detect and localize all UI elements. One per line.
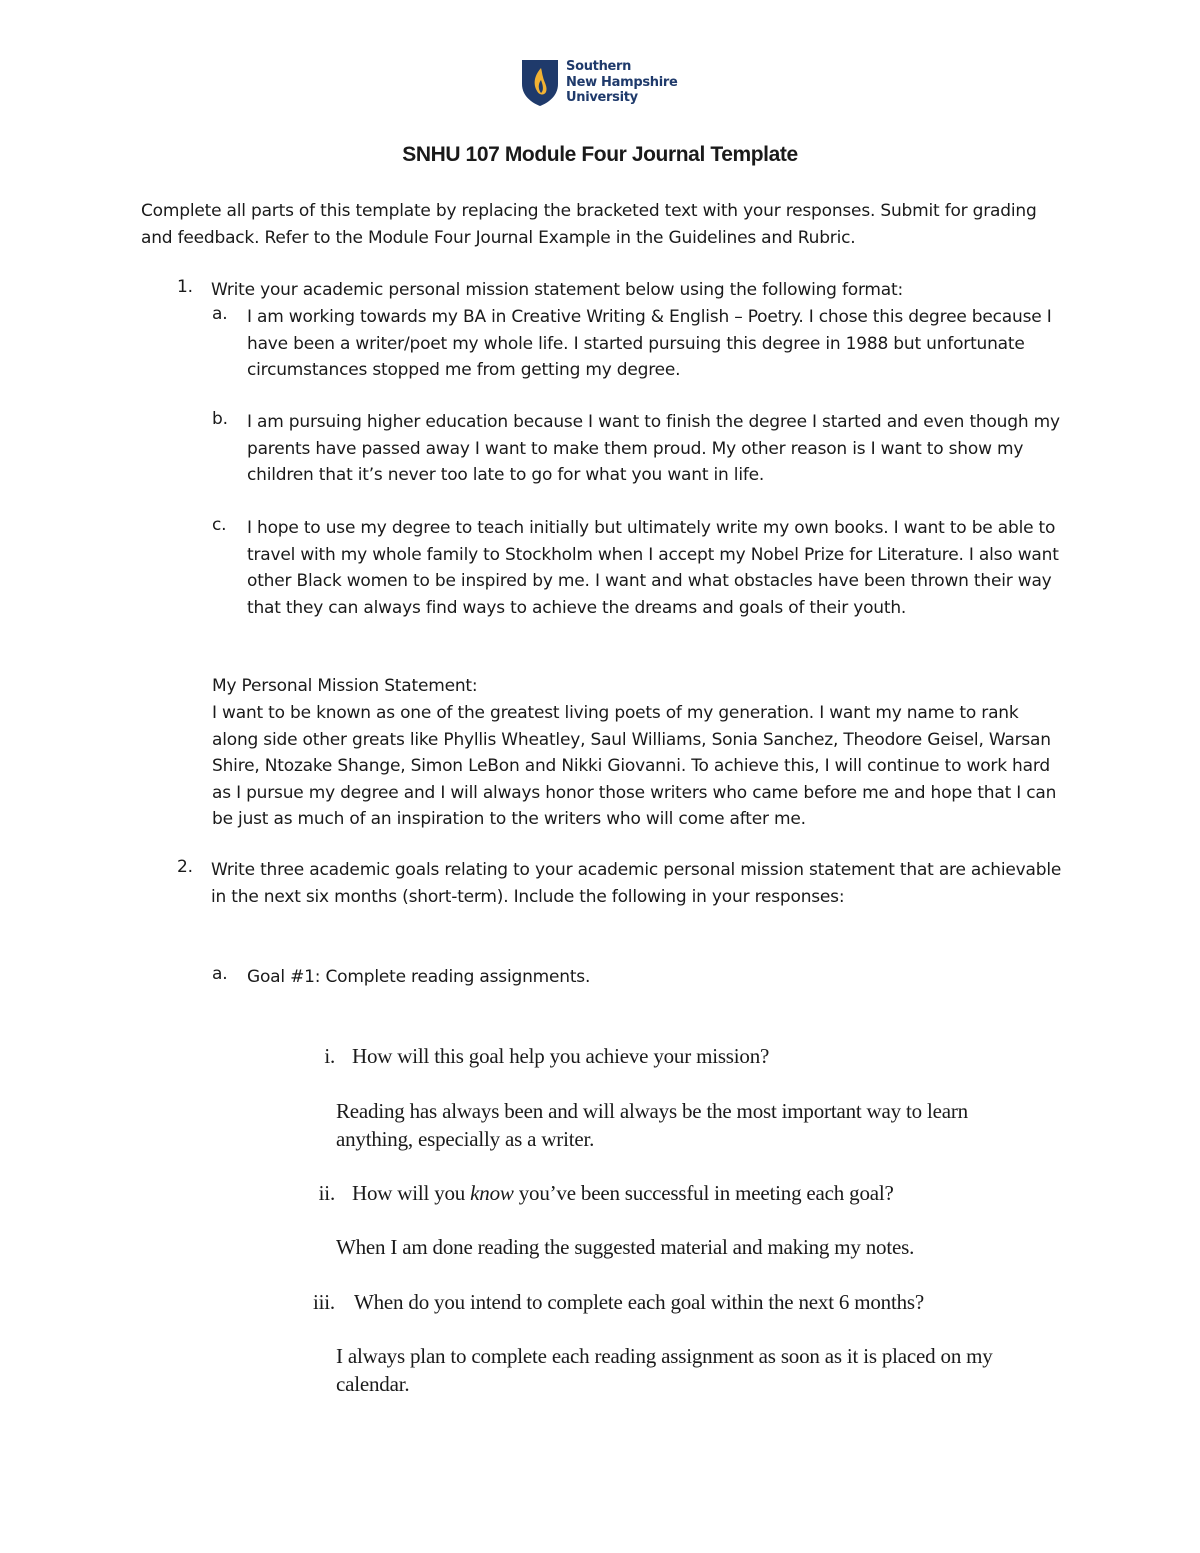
q2-number: 2. <box>177 857 193 877</box>
subq-ii-question-end: you’ve been successful in meeting each goal? <box>513 1181 894 1205</box>
mission-label: My Personal Mission Statement: <box>212 676 478 696</box>
shield-flame-icon <box>520 58 560 108</box>
mission-statement: I want to be known as one of the greatest living poets of my generation. I want my name to rank along side other greats like Phyllis Wheatley, Saul Williams, Sonia Sanchez, Theodore Geisel, Warsan Shire, Ntozake Shange, Simon LeBon and Nikki Giovanni. To achieve this, I will continue to work hard as I pursue my degree and I will always honor those writers who came before me and hope that I can be just as much of an inspiration to the writers who will come after me. <box>212 703 1057 829</box>
subq-ii-numeral: ii. <box>318 1181 335 1205</box>
university-logo <box>520 58 700 110</box>
logo-line-1: Southern <box>566 59 632 74</box>
goal-1-letter: a. <box>212 964 228 984</box>
subq-ii-question-start: How will you <box>352 1181 471 1205</box>
intro-paragraph: Complete all parts of this template by replacing the bracketed text with your responses. Submit for grading and feedback. Refer to the Module Four Journal Example in the Guidelines and Rubric. <box>141 201 1037 248</box>
subq-ii-question-emphasis: know <box>470 1181 514 1205</box>
q1-number: 1. <box>177 277 193 297</box>
subq-iii-numeral: iii. <box>313 1290 335 1314</box>
subq-ii-answer: When I am done reading the suggested material and making my notes. <box>336 1235 915 1259</box>
subq-i-numeral: i. <box>324 1044 335 1068</box>
q1-item-b-letter: b. <box>212 409 228 429</box>
q2-prompt: Write three academic goals relating to your academic personal mission statement that are achievable in the next six months (short-term). Include the following in your responses: <box>211 860 1062 907</box>
q1-item-c-text: I hope to use my degree to teach initially but ultimately write my own books. I want to be able to travel with my whole family to Stockholm when I accept my Nobel Prize for Literature. I also want other Black women to be inspired by me. I want and what obstacles have been thrown their way that they can always find ways to achieve the dreams and goals of their youth. <box>247 518 1059 618</box>
subq-ii-question <box>352 1179 1072 1207</box>
subq-i-question: How will this goal help you achieve your mission? <box>352 1044 770 1068</box>
logo-wordmark <box>566 59 678 106</box>
logo-line-2: New Hampshire <box>566 74 678 90</box>
page-title: SNHU 107 Module Four Journal Template <box>402 143 798 166</box>
q1-item-a-text: I am working towards my BA in Creative Writing & English – Poetry. I chose this degree because I have been a writer/poet my whole life. I started pursuing this degree in 1988 but unfortunate circumstances stopped me from getting my degree. <box>247 307 1052 380</box>
q1-item-b-text: I am pursuing higher education because I want to finish the degree I started and even though my parents have passed away I want to make them proud. My other reason is I want to show my children that it’s never too late to go for what you want in life. <box>247 412 1060 485</box>
subq-iii-answer: I always plan to complete each reading assignment as soon as it is placed on my calendar. <box>336 1344 993 1396</box>
q1-item-a-letter: a. <box>212 304 228 324</box>
subq-iii-question: When do you intend to complete each goal within the next 6 months? <box>354 1290 924 1314</box>
logo-line-3: University <box>566 90 638 105</box>
q1-prompt: Write your academic personal mission statement below using the following format: <box>211 280 904 300</box>
goal-1-text: Goal #1: Complete reading assignments. <box>247 967 591 987</box>
q1-item-c-letter: c. <box>212 515 227 535</box>
subq-i-answer: Reading has always been and will always be the most important way to learn anything, especially as a writer. <box>336 1099 968 1151</box>
